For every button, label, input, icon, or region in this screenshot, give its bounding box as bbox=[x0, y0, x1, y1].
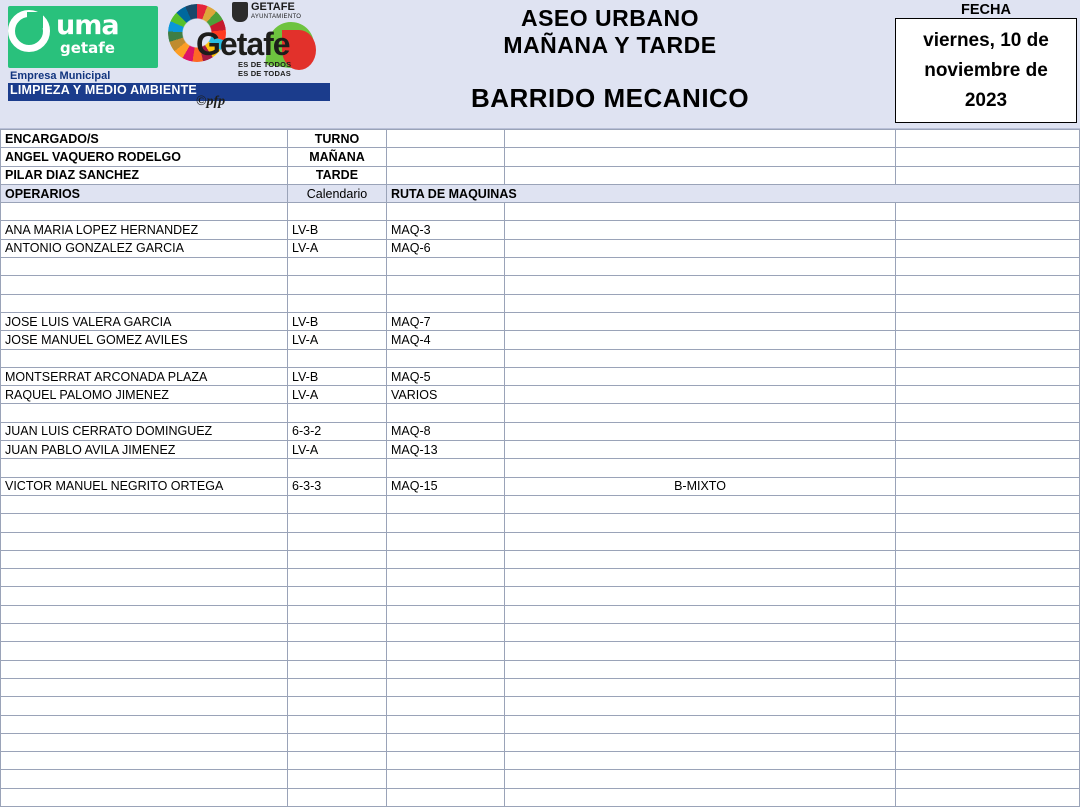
operario-calendario bbox=[288, 788, 387, 806]
operario-calendario bbox=[288, 752, 387, 770]
encargado-nombre: PILAR DIAZ SANCHEZ bbox=[1, 166, 288, 184]
operario-nombre bbox=[1, 495, 288, 513]
cell-blank bbox=[896, 495, 1080, 513]
table-row bbox=[1, 587, 1080, 605]
operario-nombre bbox=[1, 550, 288, 568]
operario-nombre: JUAN PABLO AVILA JIMENEZ bbox=[1, 441, 288, 459]
operario-extra bbox=[505, 203, 896, 221]
operario-extra bbox=[505, 221, 896, 239]
operario-nombre bbox=[1, 715, 288, 733]
operario-extra bbox=[505, 733, 896, 751]
luma-swirl-icon bbox=[8, 10, 50, 52]
cell-blank bbox=[896, 752, 1080, 770]
operario-extra bbox=[505, 532, 896, 550]
operario-calendario bbox=[288, 770, 387, 788]
cell-blank bbox=[896, 422, 1080, 440]
getafe-emblem-sub: AYUNTAMIENTO bbox=[251, 14, 302, 20]
cell-blank bbox=[896, 550, 1080, 568]
operario-nombre bbox=[1, 678, 288, 696]
operario-calendario bbox=[288, 660, 387, 678]
operario-calendario bbox=[288, 733, 387, 751]
operario-extra bbox=[505, 495, 896, 513]
operario-calendario: LV-A bbox=[288, 239, 387, 257]
table-row bbox=[1, 624, 1080, 642]
cell-blank bbox=[505, 148, 896, 166]
table-row bbox=[1, 221, 1080, 239]
table-row bbox=[1, 349, 1080, 367]
table-row bbox=[1, 770, 1080, 788]
operario-maquina bbox=[387, 770, 505, 788]
operario-calendario bbox=[288, 258, 387, 276]
cell-blank bbox=[896, 788, 1080, 806]
credit-label: ©pfp bbox=[196, 94, 226, 109]
operario-calendario bbox=[288, 678, 387, 696]
header-encargados: ENCARGADO/S bbox=[1, 130, 288, 148]
operario-extra bbox=[505, 514, 896, 532]
operario-maquina bbox=[387, 514, 505, 532]
operario-maquina bbox=[387, 605, 505, 623]
operario-extra bbox=[505, 294, 896, 312]
operario-calendario bbox=[288, 569, 387, 587]
operario-maquina bbox=[387, 349, 505, 367]
operario-calendario: LV-B bbox=[288, 312, 387, 330]
cell-blank bbox=[896, 386, 1080, 404]
operario-extra bbox=[505, 386, 896, 404]
table-row bbox=[1, 441, 1080, 459]
operario-nombre bbox=[1, 697, 288, 715]
fecha-value: viernes, 10 de noviembre de 2023 bbox=[923, 29, 1049, 111]
operario-maquina bbox=[387, 294, 505, 312]
title-line-2: MAÑANA Y TARDE bbox=[503, 32, 717, 58]
operario-maquina: MAQ-4 bbox=[387, 331, 505, 349]
operario-nombre bbox=[1, 349, 288, 367]
cell-blank bbox=[896, 605, 1080, 623]
operario-calendario: 6-3-2 bbox=[288, 422, 387, 440]
operario-nombre: ANTONIO GONZALEZ GARCIA bbox=[1, 239, 288, 257]
table-row bbox=[1, 367, 1080, 385]
table-row bbox=[1, 605, 1080, 623]
table-row bbox=[1, 294, 1080, 312]
operario-calendario bbox=[288, 349, 387, 367]
operario-maquina bbox=[387, 587, 505, 605]
cell-blank bbox=[896, 477, 1080, 495]
table-row bbox=[1, 258, 1080, 276]
operario-nombre bbox=[1, 404, 288, 422]
cell-blank bbox=[896, 312, 1080, 330]
cell-blank bbox=[896, 715, 1080, 733]
operario-maquina bbox=[387, 678, 505, 696]
cell-blank bbox=[387, 148, 505, 166]
operario-nombre bbox=[1, 532, 288, 550]
schedule-table bbox=[0, 129, 1080, 807]
header-ruta-maquinas: RUTA DE MAQUINAS bbox=[387, 184, 1080, 202]
operario-maquina: MAQ-15 bbox=[387, 477, 505, 495]
fecha-box bbox=[895, 18, 1077, 123]
cell-blank bbox=[896, 294, 1080, 312]
operario-calendario bbox=[288, 495, 387, 513]
shield-icon bbox=[232, 2, 248, 22]
header-blank-2 bbox=[505, 130, 896, 148]
cell-blank bbox=[896, 532, 1080, 550]
cell-blank bbox=[896, 642, 1080, 660]
sdg-tagline-line2: ES DE TODAS bbox=[238, 69, 291, 78]
operario-nombre bbox=[1, 203, 288, 221]
table-row bbox=[1, 312, 1080, 330]
cell-blank bbox=[896, 203, 1080, 221]
operario-calendario bbox=[288, 550, 387, 568]
operario-calendario: LV-A bbox=[288, 441, 387, 459]
table-row bbox=[1, 331, 1080, 349]
operario-maquina bbox=[387, 697, 505, 715]
cell-blank bbox=[896, 459, 1080, 477]
table-row bbox=[1, 148, 1080, 166]
sdg-tagline-line1: ES DE TODOS bbox=[238, 60, 292, 69]
operario-nombre: JUAN LUIS CERRATO DOMINGUEZ bbox=[1, 422, 288, 440]
operario-calendario bbox=[288, 697, 387, 715]
header-blank-1 bbox=[387, 130, 505, 148]
table-row bbox=[1, 422, 1080, 440]
cell-blank bbox=[896, 367, 1080, 385]
operario-nombre: MONTSERRAT ARCONADA PLAZA bbox=[1, 367, 288, 385]
operario-calendario bbox=[288, 624, 387, 642]
operario-nombre bbox=[1, 752, 288, 770]
operario-nombre: VICTOR MANUEL NEGRITO ORTEGA bbox=[1, 477, 288, 495]
operario-maquina bbox=[387, 624, 505, 642]
operario-extra bbox=[505, 258, 896, 276]
table-row bbox=[1, 532, 1080, 550]
header-turno: TURNO bbox=[288, 130, 387, 148]
operario-nombre bbox=[1, 624, 288, 642]
operario-nombre bbox=[1, 569, 288, 587]
logo-block bbox=[0, 0, 330, 122]
cell-blank bbox=[896, 514, 1080, 532]
operario-extra bbox=[505, 788, 896, 806]
operario-extra bbox=[505, 770, 896, 788]
operario-calendario: LV-A bbox=[288, 331, 387, 349]
operario-nombre bbox=[1, 459, 288, 477]
operario-nombre bbox=[1, 642, 288, 660]
operario-maquina bbox=[387, 550, 505, 568]
operario-maquina bbox=[387, 733, 505, 751]
operario-maquina: MAQ-3 bbox=[387, 221, 505, 239]
operario-nombre bbox=[1, 294, 288, 312]
document-title bbox=[340, 0, 880, 114]
table-row bbox=[1, 239, 1080, 257]
table-row bbox=[1, 642, 1080, 660]
operario-extra bbox=[505, 312, 896, 330]
cell-blank bbox=[896, 258, 1080, 276]
title-line-1: ASEO URBANO bbox=[520, 5, 699, 31]
table-row bbox=[1, 459, 1080, 477]
table-row bbox=[1, 404, 1080, 422]
operario-calendario bbox=[288, 514, 387, 532]
getafe-emblem bbox=[232, 2, 318, 24]
operario-maquina: MAQ-13 bbox=[387, 441, 505, 459]
operario-maquina: MAQ-6 bbox=[387, 239, 505, 257]
cell-blank bbox=[896, 587, 1080, 605]
table-row bbox=[1, 166, 1080, 184]
operario-extra bbox=[505, 624, 896, 642]
cell-blank bbox=[896, 733, 1080, 751]
operario-calendario bbox=[288, 587, 387, 605]
operario-extra bbox=[505, 587, 896, 605]
table-row bbox=[1, 477, 1080, 495]
header-operarios: OPERARIOS bbox=[1, 184, 288, 202]
operario-maquina bbox=[387, 788, 505, 806]
operario-nombre: JOSE MANUEL GOMEZ AVILES bbox=[1, 331, 288, 349]
operario-nombre bbox=[1, 605, 288, 623]
cell-blank bbox=[896, 569, 1080, 587]
operario-extra bbox=[505, 404, 896, 422]
operario-calendario bbox=[288, 294, 387, 312]
operario-maquina bbox=[387, 532, 505, 550]
luma-logo-word: uma bbox=[56, 10, 119, 41]
operario-extra bbox=[505, 441, 896, 459]
operario-calendario: LV-B bbox=[288, 367, 387, 385]
operario-nombre: ANA MARIA LOPEZ HERNANDEZ bbox=[1, 221, 288, 239]
operario-extra bbox=[505, 349, 896, 367]
operario-nombre: RAQUEL PALOMO JIMENEZ bbox=[1, 386, 288, 404]
cell-blank bbox=[896, 221, 1080, 239]
title-line-3: BARRIDO MECANICO bbox=[470, 83, 750, 113]
operario-maquina bbox=[387, 752, 505, 770]
getafe-emblem-text bbox=[251, 2, 301, 22]
document-header bbox=[0, 0, 1080, 129]
table-row bbox=[1, 660, 1080, 678]
limpieza-label: LIMPIEZA Y MEDIO AMBIENTE bbox=[10, 83, 197, 97]
operario-extra bbox=[505, 367, 896, 385]
table-row bbox=[1, 733, 1080, 751]
getafe-logo-word: Getafe bbox=[196, 26, 290, 62]
cell-blank bbox=[896, 770, 1080, 788]
cell-blank bbox=[896, 660, 1080, 678]
operario-nombre bbox=[1, 587, 288, 605]
cell-blank bbox=[896, 441, 1080, 459]
operario-extra bbox=[505, 642, 896, 660]
table-row bbox=[1, 495, 1080, 513]
table-row bbox=[1, 569, 1080, 587]
operario-extra bbox=[505, 422, 896, 440]
operario-maquina bbox=[387, 276, 505, 294]
operario-calendario bbox=[288, 459, 387, 477]
table-row bbox=[1, 276, 1080, 294]
operario-maquina bbox=[387, 569, 505, 587]
table-row bbox=[1, 752, 1080, 770]
operario-maquina: MAQ-7 bbox=[387, 312, 505, 330]
table-row bbox=[1, 550, 1080, 568]
operario-maquina bbox=[387, 404, 505, 422]
cell-blank bbox=[505, 166, 896, 184]
table-row bbox=[1, 788, 1080, 806]
operario-calendario bbox=[288, 642, 387, 660]
operario-extra bbox=[505, 276, 896, 294]
operario-maquina bbox=[387, 495, 505, 513]
fecha-label: FECHA bbox=[961, 2, 1011, 18]
table-data-rows bbox=[1, 203, 1080, 807]
encargado-turno: MAÑANA bbox=[288, 148, 387, 166]
operario-maquina: VARIOS bbox=[387, 386, 505, 404]
operario-nombre bbox=[1, 258, 288, 276]
operario-maquina bbox=[387, 203, 505, 221]
operario-calendario bbox=[288, 532, 387, 550]
operario-extra bbox=[505, 550, 896, 568]
operario-extra bbox=[505, 660, 896, 678]
cell-blank bbox=[896, 276, 1080, 294]
operario-calendario bbox=[288, 203, 387, 221]
cell-blank bbox=[896, 331, 1080, 349]
operario-maquina: MAQ-8 bbox=[387, 422, 505, 440]
operario-nombre bbox=[1, 733, 288, 751]
table-row bbox=[1, 715, 1080, 733]
luma-logo-sub: getafe bbox=[60, 39, 115, 57]
cell-blank bbox=[896, 697, 1080, 715]
table-row bbox=[1, 514, 1080, 532]
empresa-municipal-label: Empresa Municipal bbox=[10, 70, 111, 82]
table-row-subheader bbox=[1, 184, 1080, 202]
operario-maquina bbox=[387, 660, 505, 678]
operario-extra bbox=[505, 459, 896, 477]
operario-extra bbox=[505, 697, 896, 715]
operario-extra bbox=[505, 331, 896, 349]
cell-blank bbox=[896, 624, 1080, 642]
cell-blank bbox=[896, 166, 1080, 184]
operario-extra bbox=[505, 605, 896, 623]
cell-blank bbox=[896, 678, 1080, 696]
operario-calendario bbox=[288, 715, 387, 733]
encargado-nombre: ANGEL VAQUERO RODELGO bbox=[1, 148, 288, 166]
operario-nombre bbox=[1, 788, 288, 806]
operario-calendario: LV-A bbox=[288, 386, 387, 404]
header-calendario: Calendario bbox=[288, 184, 387, 202]
operario-extra bbox=[505, 715, 896, 733]
operario-calendario bbox=[288, 605, 387, 623]
operario-nombre bbox=[1, 770, 288, 788]
sdg-tagline bbox=[238, 60, 291, 78]
table-body bbox=[1, 130, 1080, 203]
operario-maquina bbox=[387, 642, 505, 660]
encargado-turno: TARDE bbox=[288, 166, 387, 184]
operario-nombre bbox=[1, 514, 288, 532]
operario-extra bbox=[505, 678, 896, 696]
table-row bbox=[1, 203, 1080, 221]
operario-nombre: JOSE LUIS VALERA GARCIA bbox=[1, 312, 288, 330]
operario-nombre bbox=[1, 276, 288, 294]
table-row bbox=[1, 697, 1080, 715]
header-blank-3 bbox=[896, 130, 1080, 148]
operario-maquina bbox=[387, 715, 505, 733]
operario-extra bbox=[505, 239, 896, 257]
operario-extra: B-MIXTO bbox=[505, 477, 896, 495]
operario-nombre bbox=[1, 660, 288, 678]
operario-maquina bbox=[387, 459, 505, 477]
operario-extra bbox=[505, 569, 896, 587]
getafe-emblem-title: GETAFE bbox=[251, 1, 295, 13]
table-row bbox=[1, 386, 1080, 404]
operario-calendario bbox=[288, 404, 387, 422]
operario-maquina: MAQ-5 bbox=[387, 367, 505, 385]
cell-blank bbox=[896, 349, 1080, 367]
cell-blank bbox=[896, 148, 1080, 166]
operario-calendario: LV-B bbox=[288, 221, 387, 239]
operario-calendario: 6-3-3 bbox=[288, 477, 387, 495]
operario-maquina bbox=[387, 258, 505, 276]
cell-blank bbox=[896, 404, 1080, 422]
operario-extra bbox=[505, 752, 896, 770]
cell-blank bbox=[387, 166, 505, 184]
table-row bbox=[1, 678, 1080, 696]
cell-blank bbox=[896, 239, 1080, 257]
operario-calendario bbox=[288, 276, 387, 294]
table-row-header bbox=[1, 130, 1080, 148]
